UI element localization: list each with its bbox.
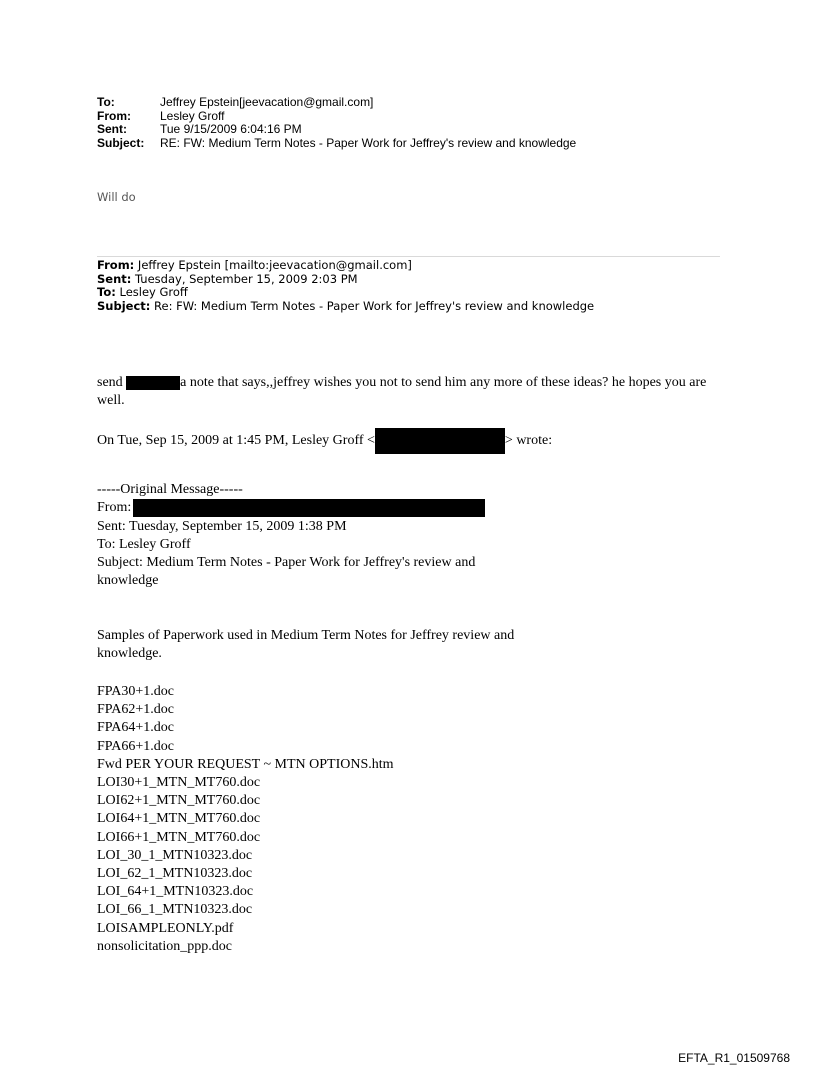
subject-label: Subject:	[97, 135, 145, 150]
header-subject-row	[97, 137, 576, 151]
reply-body: Will do	[97, 190, 136, 204]
attachment-item: FPA64+1.doc	[97, 720, 175, 736]
subject-value: RE: FW: Medium Term Notes - Paper Work for Jeffrey's review and knowledge	[160, 135, 577, 150]
to-label: To:	[97, 95, 115, 109]
redaction-box	[126, 376, 180, 390]
attachment-item: FPA66+1.doc	[97, 738, 175, 754]
attachment-item: LOI_62_1_MTN10323.doc	[97, 866, 253, 882]
attachment-item: LOI30+1_MTN_MT760.doc	[97, 775, 261, 791]
attachment-item: LOISAMPLEONLY.pdf	[97, 920, 234, 936]
attachment-item: LOI_64+1_MTN10323.doc	[97, 884, 254, 900]
attachment-list	[97, 683, 394, 956]
attachment-item: LOI62+1_MTN_MT760.doc	[97, 793, 261, 809]
attachment-item: nonsolicitation_ppp.doc	[97, 938, 232, 954]
header-from-row	[97, 110, 576, 124]
fwd-to-value: Lesley Groff	[115, 285, 188, 299]
header-sent-row	[97, 123, 576, 137]
original-message	[97, 481, 485, 590]
from-value: Lesley Groff	[160, 108, 225, 123]
forwarded-header	[97, 259, 594, 313]
attachment-item: LOI_30_1_MTN10323.doc	[97, 847, 253, 863]
message-body-rest: a note that says,,jeffrey wishes you not to send him any more of these ideas? he hopes you are well.	[97, 375, 707, 409]
from-label: From:	[97, 108, 131, 123]
attachment-item: LOI66+1_MTN_MT760.doc	[97, 829, 261, 845]
redaction-box	[375, 428, 505, 454]
attachment-item: FPA30+1.doc	[97, 684, 175, 699]
samples-paragraph	[97, 627, 514, 663]
attachment-item: LOI64+1_MTN_MT760.doc	[97, 811, 261, 827]
fwd-subject-label: Subject:	[97, 298, 151, 313]
original-from-label: From:	[97, 500, 132, 516]
fwd-subject-value: Re: FW: Medium Term Notes - Paper Work for Jeffrey's review and knowledge	[150, 298, 595, 313]
header-to-row	[97, 96, 576, 110]
fwd-from-label: From:	[97, 258, 135, 272]
original-from-row	[97, 499, 485, 517]
fwd-from-value: Jeffrey Epstein [mailto:jeevacation@gmail.com]	[134, 258, 412, 272]
wrote-suffix: > wrote:	[504, 433, 553, 449]
sent-label: Sent:	[97, 122, 127, 136]
to-value: Jeffrey Epstein[jeevacation@gmail.com]	[160, 95, 374, 109]
attachment-item: FPA62+1.doc	[97, 702, 175, 718]
fwd-sent-value: Tuesday, September 15, 2009 2:03 PM	[131, 271, 358, 286]
original-subject-line-1: Subject: Medium Term Notes - Paper Work for Jeffrey's review and	[97, 555, 476, 571]
original-to-line: To: Lesley Groff	[97, 536, 191, 552]
fwd-sent-row	[97, 273, 594, 287]
redaction-box	[133, 499, 485, 517]
email-header	[97, 96, 576, 150]
fwd-to-label: To:	[97, 285, 116, 299]
fwd-from-row	[97, 259, 594, 273]
document-id: EFTA_R1_01509768	[678, 1051, 790, 1065]
wrote-prefix: On Tue, Sep 15, 2009 at 1:45 PM, Lesley Groff <	[97, 433, 375, 449]
original-message-divider: -----Original Message-----	[97, 482, 243, 497]
quote-attribution	[97, 428, 552, 454]
fwd-sent-label: Sent:	[97, 271, 132, 286]
message-body	[97, 374, 737, 410]
samples-line-1: Samples of Paperwork used in Medium Term Notes for Jeffrey review and	[97, 628, 515, 643]
samples-line-2: knowledge.	[97, 646, 162, 662]
reply-divider	[97, 256, 720, 257]
send-word: send	[97, 375, 123, 390]
original-subject-line-2: knowledge	[97, 573, 159, 589]
fwd-subject-row	[97, 300, 594, 314]
sent-value: Tue 9/15/2009 6:04:16 PM	[160, 122, 302, 136]
attachment-item: Fwd PER YOUR REQUEST ~ MTN OPTIONS.htm	[97, 756, 394, 772]
attachment-item: LOI_66_1_MTN10323.doc	[97, 902, 253, 918]
original-sent-line: Sent: Tuesday, September 15, 2009 1:38 PM	[97, 518, 347, 534]
fwd-to-row	[97, 286, 594, 300]
